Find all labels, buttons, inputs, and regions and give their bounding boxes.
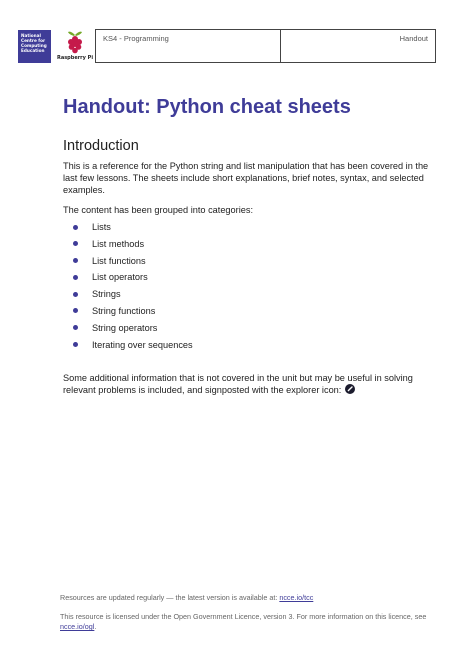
categories-intro: The content has been grouped into categories: <box>63 205 254 215</box>
footer-updates <box>60 593 435 603</box>
header-unit: KS4 - Programming <box>96 30 281 62</box>
footer-licence-text: This resource is licensed under the Open Government Licence, version 3. For more information on this licence, see <box>60 612 427 621</box>
bullet-icon <box>73 292 78 297</box>
explorer-icon <box>345 384 355 394</box>
list-item-label: List operators <box>92 272 148 283</box>
bullet-icon <box>73 241 78 246</box>
list-item-label: List methods <box>92 238 145 249</box>
list-item <box>63 255 193 272</box>
footer-licence <box>60 612 435 632</box>
list-item-label: List functions <box>92 255 146 266</box>
bullet-icon <box>73 325 78 330</box>
page-title: Handout: Python cheat sheets <box>63 96 351 118</box>
list-item-label: Lists <box>92 222 111 232</box>
bullet-icon <box>73 225 78 230</box>
bullet-icon <box>73 308 78 313</box>
bullet-icon <box>73 342 78 347</box>
latest-version-link[interactable]: ncce.io/tcc <box>279 593 314 602</box>
list-item-label: Iterating over sequences <box>92 339 193 350</box>
intro-paragraph: This is a reference for the Python string and list manipulation that has been covered in the last few lessons. The sheets include short explanations, brief notes, syntax, and selected examples. <box>63 161 429 195</box>
bullet-icon <box>73 275 78 280</box>
list-item-label: String functions <box>92 305 156 316</box>
ncce-logo-line: National <box>21 33 41 38</box>
category-list <box>63 221 193 355</box>
header-table <box>95 29 436 63</box>
explorer-note <box>63 372 435 396</box>
header-doc-type: Handout <box>399 34 428 43</box>
footer-updates-text: Resources are updated regularly — the latest version is available at: <box>60 593 280 602</box>
footer-licence-end: . <box>94 622 97 631</box>
ncce-logo-line: Centre for <box>21 38 46 44</box>
section-heading-introduction: Introduction <box>63 138 139 154</box>
ncce-logo <box>18 30 51 63</box>
list-item-label: String operators <box>92 322 158 333</box>
list-item <box>63 305 193 322</box>
list-item <box>63 271 193 288</box>
ncce-logo-line: Computing <box>21 43 47 49</box>
raspberry-pi-wordmark: Raspberry Pi <box>56 55 94 61</box>
list-item <box>63 238 193 255</box>
explorer-note-text: Some additional information that is not covered in the unit but may be useful in solving relevant problems is included, and signposted with the explorer icon: <box>63 373 413 395</box>
list-item <box>63 339 193 356</box>
raspberry-pi-icon <box>66 30 84 54</box>
list-item-label: Strings <box>92 289 121 300</box>
ncce-logo-line: Education <box>21 48 45 54</box>
licence-link[interactable]: ncce.io/ogl <box>60 622 95 631</box>
raspberry-pi-logo <box>56 30 94 66</box>
list-item <box>63 288 193 305</box>
list-item <box>63 322 193 339</box>
list-item <box>63 221 193 238</box>
bullet-icon <box>73 258 78 263</box>
